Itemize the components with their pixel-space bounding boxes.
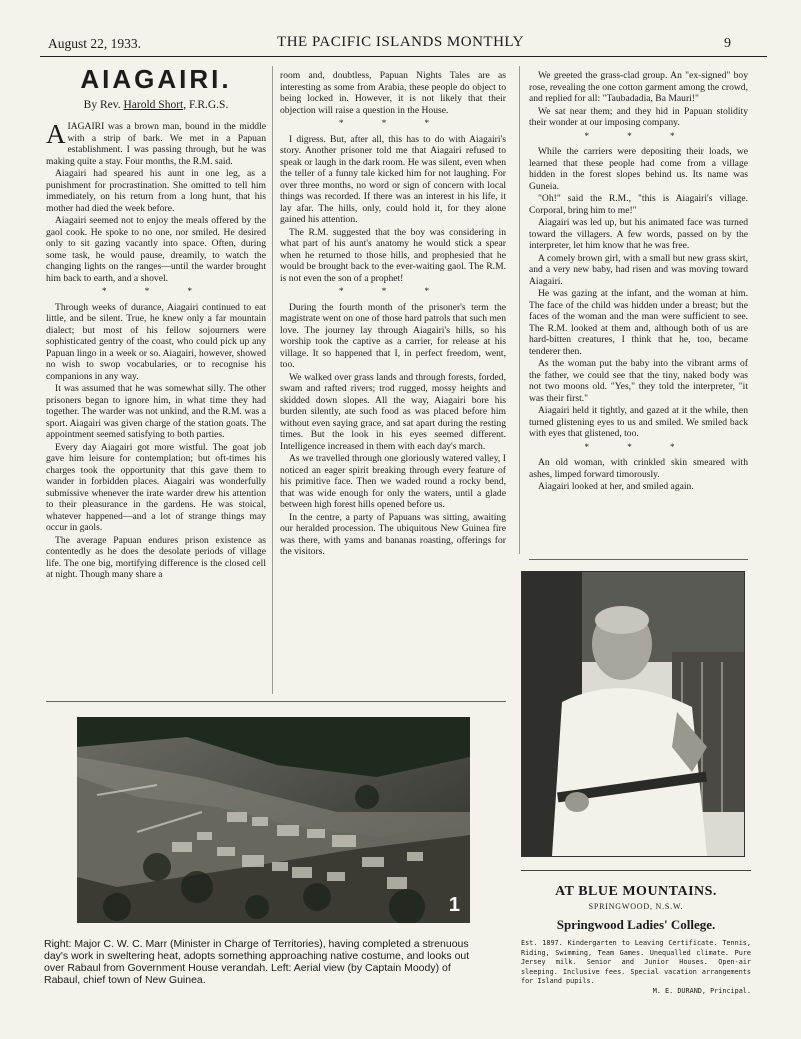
paragraph: The R.M. suggested that the boy was considering in what part of his aunt's anatomy he would stick a spear when he returned to those hills, and prophesied that he would be brought back to the ever-waiting gaol. The R.M. is not even the son of a prophet! bbox=[280, 226, 506, 284]
paragraph: A comely brown girl, with a small but new grass skirt, and a very new baby, had risen and was moving toward Aiagairi. bbox=[529, 252, 748, 287]
paragraph: Aiagairi looked at her, and smiled again. bbox=[538, 481, 694, 492]
paragraph: AIAGAIRI was a brown man, bound in the middle with a strip of bark. We met in a Papuan establishment. I was passing through, but he was making quite a stay. Four months, the R.M. said. bbox=[46, 119, 266, 167]
article-byline bbox=[46, 100, 266, 112]
paragraph: While the carriers were depositing their loads, we learned that these people had come from a village hidden in the forest slopes behind us. Its name was Guneia. bbox=[529, 146, 748, 192]
paragraph: The average Papuan endures prison existence as contentedly as he does the desolate periods of village life. The one big, mortifying difference is the closed cell at night. Though many share a bbox=[46, 534, 266, 580]
paragraph: Aiagairi was led up, but his animated face was turned toward the villagers. A few words, passed on by the interpreter, let him know that he was free. bbox=[529, 217, 748, 251]
paragraph: He was gazing at the infant, and the woman at him. The face of the child was hidden under a breast; but the faces of the woman and the man were sufficient to see. The R.M. looked at them and, although both of us are hard-bitten creatures, I think that he, too, became tenderer then. bbox=[529, 288, 748, 357]
column-divider bbox=[272, 66, 273, 694]
paragraph: We walked over grass lands and through forests, forded, swam and rafted rivers; trod rugged, mossy heights and skidded down slopes. All the way, Aiagairi bore his burden silently, ate such food as was placed before him without even saying grace, and sat apart during the resting times. But the look in his eyes seemed different. Intelligence increased in them with each day's march. bbox=[280, 371, 506, 452]
paragraph: As the woman put the baby into the vibrant arms of the father, we could see that the tiny, naked body was not two moons old. "Yes," they told the interpreter, "it was their first." bbox=[529, 358, 748, 404]
portrait-photo-marr bbox=[521, 571, 745, 857]
paragraph: It was assumed that he was somewhat silly. The other prisoners began to ignore him, in what time they had together. The warder was not unkind, and the R.M. was a sport. Aiagairi was given charge of the station goats. The appointment seemed satisfying to both parties. bbox=[46, 383, 266, 440]
page-number: 9 bbox=[724, 36, 731, 51]
drop-cap: A bbox=[46, 119, 66, 149]
column-end-rule bbox=[529, 559, 748, 560]
paragraph: room and, doubtless, Papuan Nights Tales are as interesting as some from Arabia, these people do object to being locked in. However, it is not likely that their objection will raise a question in the House. bbox=[280, 70, 506, 116]
article-column-2 bbox=[280, 70, 506, 559]
issue-date: August 22, 1933. bbox=[48, 36, 142, 51]
section-break: * * * bbox=[584, 130, 693, 141]
ad-rule bbox=[521, 870, 751, 871]
column-divider bbox=[519, 66, 520, 554]
paragraph: I digress. But, after all, this has to do with Aiagairi's story. Another prisoner told me that Aiagairi refused to speak or laugh in the dark room. He was silent, even when the teller of a funny tale kicked him for not laughing. For over three months, no word or sign of concern with local things was recorded. If there was an interest in his life, it lay afar. The hills, only, could hold it, for they alone gained his attention. bbox=[280, 133, 506, 225]
portrait-photo-image bbox=[522, 572, 744, 856]
article-title: AIAGAIRI. bbox=[80, 64, 232, 94]
section-break: * * * bbox=[339, 118, 447, 128]
aerial-photo-image bbox=[77, 717, 470, 923]
aerial-photo-rabaul bbox=[77, 717, 470, 923]
ad-college-name: Springwood Ladies' College. bbox=[556, 917, 716, 932]
byline-prefix: By Rev. bbox=[83, 98, 121, 111]
ad-location: SPRINGWOOD, N.S.W. bbox=[588, 902, 684, 911]
header-rule bbox=[40, 56, 767, 57]
paragraph: Aiagairi held it tightly, and gazed at it the while, then turned glistening eyes to us and smiled. We smiled back with eyes that glistened, too. bbox=[529, 405, 748, 439]
paragraph: As we travelled through one gloriously watered valley, I noticed an eager spirit breaking through every feature of his primitive face. Then we waded round a rocky bend, that was wide enough for only the waters, until a glade between high forest hills opened before us. bbox=[280, 453, 506, 510]
ad-description: Est. 1897. Kindergarten to Leaving Certificate. Tennis, Riding, Swimming, Team Games. Unequalled climate. Pure Jersey milk. Senior and Junior Houses. Open-air sleeping. Inclusive fees. Special vacation arrangements for Island pupils. bbox=[521, 939, 751, 985]
section-break: * * * bbox=[584, 441, 693, 452]
ad-principal: M. E. DURAND, Principal. bbox=[652, 986, 751, 995]
author-name: Harold Short, bbox=[123, 98, 187, 111]
paragraph: During the fourth month of the prisoner's term the magistrate went on one of those hard patrols that such men love. The journey lay through Aiagairi's hills, so his worship took the captive as a carrier, for release at his village. It so happened that I, in perfect freedom, went, too. bbox=[280, 301, 506, 370]
paragraph: We greeted the grass-clad group. An "ex-signed" boy rose, revealing the one cotton garment among the crowd, and replied for all: "Taubadadia, Ba Mauri!" bbox=[529, 70, 748, 104]
college-advertisement bbox=[521, 884, 751, 996]
ad-title: AT BLUE MOUNTAINS. bbox=[555, 884, 717, 899]
article-end-rule bbox=[46, 701, 506, 702]
paragraph: Aiagairi had speared his aunt in one leg, as a punishment for procrastination. She omitted to tell him immediately, on his return from a long hunt, that his mother had died the week before. bbox=[46, 168, 266, 214]
ad-body bbox=[521, 939, 751, 996]
publication-title: THE PACIFIC ISLANDS MONTHLY bbox=[277, 34, 524, 50]
paragraph: Every day Aiagairi got more wistful. The goat job gave him leisure for contemplation; but oft-times his charges took the opportunity that this gave them to wander in forbidden places. Aiagairi was wonderfully submissive whenever the irate warder drew his attention to their pleasurance in the gardens. He was stoical, whatever happened—and a lot of strange things may occur in gaols. bbox=[46, 441, 266, 533]
paragraph: We sat near them; and they hid in Papuan stolidity their wonder at our imposing company. bbox=[529, 105, 748, 128]
photo-caption: Right: Major C. W. C. Marr (Minister in Charge of Territories), having completed a strenuous day's work in sweltering heat, adopts something approaching native costume, and looks out over Rabaul from Government House verandah. Left: Aerial view (by Captain Moody) of Rabaul, chief town of New Guinea. bbox=[44, 938, 470, 986]
article-column-3 bbox=[529, 70, 748, 494]
paragraph: An old woman, with crinkled skin smeared with ashes, limped forward timorously. bbox=[529, 457, 748, 480]
photo-number-label: 1 bbox=[448, 894, 460, 916]
paragraph: "Oh!" said the R.M., "this is Aiagairi's village. Corporal, bring him to me!" bbox=[529, 193, 748, 216]
section-break: * * * bbox=[339, 286, 447, 296]
section-break: * * * bbox=[102, 286, 210, 296]
article-column-1 bbox=[46, 64, 266, 582]
paragraph: In the centre, a party of Papuans was sitting, awaiting our heralded procession. The ubiquitous New Guinea fire was there, with yams and bananas roasting, offerings for the visitors. bbox=[280, 511, 506, 557]
paragraph: Through weeks of durance, Aiagairi continued to eat little, and be silent. True, he knew only a far mountain dialect; but most of his fellow sojourners were sophisticated gentry of the coast, who could pick up any Papuan lingo in a week or so. Aiagairi, however, showed no wish to swop vocabularies, or to recognise his companions in any way. bbox=[46, 301, 266, 382]
author-credentials: F.R.G.S. bbox=[188, 98, 229, 111]
paragraph: Aiagairi seemed not to enjoy the meals offered by the gaol cook. He spoke to no one, nor smiled. He desired only to sit gazing vacantly into space. Often, during some task, he would pause, dreamily, to watch the changing lights on the ranges—until the warder brought him back to earth, and a shovel. bbox=[46, 215, 266, 284]
